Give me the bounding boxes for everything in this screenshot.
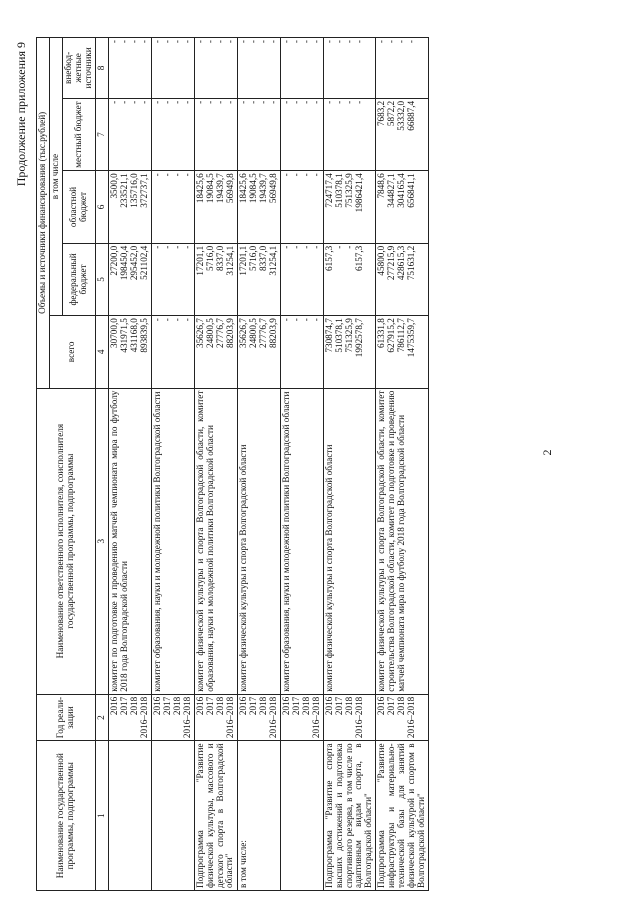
total-value: 627915,2 — [386, 318, 397, 353]
reg-value: - — [300, 173, 311, 177]
year-value: 2016–2018 — [310, 696, 321, 739]
fed-cell — [323, 243, 376, 315]
reg-value: 1986421,4 — [353, 173, 364, 213]
total-value: - — [171, 318, 182, 322]
program-name: Подпрограмма "Развитие спорта высших достижений и подготовка спортивного резерва, в том числе по адаптивным видам спорта, в Волгоградской области" — [323, 741, 376, 891]
year-cell — [323, 694, 376, 741]
total-value: 88203,9 — [267, 318, 278, 349]
extra-value: - — [353, 40, 364, 44]
col-number: 5 — [95, 243, 108, 315]
total-value: 24800,5 — [204, 318, 215, 349]
header-program: Наименование государственной программы, подпрограммы — [37, 741, 96, 891]
loc-cell — [323, 98, 376, 170]
year-value: 2017 — [333, 696, 344, 716]
fed-value: 45800,0 — [376, 245, 387, 276]
fed-value: - — [171, 245, 182, 249]
year-value: 2018 — [300, 696, 311, 716]
reg-cell — [280, 171, 323, 243]
extra-value: - — [224, 40, 235, 44]
reg-cell — [151, 171, 194, 243]
reg-value: 19084,5 — [204, 173, 215, 204]
year-value: 2018 — [171, 696, 182, 716]
fed-cell — [237, 243, 280, 315]
header-executor: Наименование ответственного исполнителя, соисполнителя государственной программы, подпрограммы — [37, 388, 96, 694]
year-value: 2016–2018 — [138, 696, 149, 739]
loc-value: 5872,2 — [386, 100, 397, 127]
reg-value: 18425,6 — [237, 173, 248, 204]
fed-value: - — [151, 245, 162, 249]
page-number: 2 — [540, 449, 554, 456]
extra-value: - — [237, 40, 248, 44]
executor-name: комитет физической культуры и спорта Волгоградской области — [323, 388, 376, 694]
loc-value: 7683,2 — [376, 100, 387, 127]
reg-value: 3500,0 — [108, 173, 119, 199]
extra-value: - — [290, 40, 301, 44]
year-value: 2017 — [204, 696, 215, 716]
total-value: 510378,1 — [333, 318, 344, 353]
loc-value: - — [128, 100, 139, 104]
loc-value: - — [300, 100, 311, 104]
total-cell — [280, 316, 323, 388]
extra-value: - — [194, 40, 205, 44]
executor-name: комитет образования, науки и молодежной политики Волгоградской области — [151, 388, 194, 694]
executor-name: комитет по подготовке и проведению матчей чемпионата мира по футболу 2018 года Волгоградской области — [108, 388, 151, 694]
extra-value: - — [257, 40, 268, 44]
loc-value: - — [224, 100, 235, 104]
appendix-title: Продолжение приложения 9 — [14, 42, 28, 187]
loc-value: - — [257, 100, 268, 104]
financing-table — [36, 37, 429, 891]
year-value: 2018 — [128, 696, 139, 716]
reg-value: 233521,1 — [118, 173, 129, 208]
loc-value: - — [194, 100, 205, 104]
reg-value: 19439,7 — [257, 173, 268, 204]
loc-value: 53332,0 — [396, 100, 407, 131]
total-value: - — [290, 318, 301, 322]
reg-value: - — [280, 173, 291, 177]
extra-value: - — [300, 40, 311, 44]
loc-value: - — [267, 100, 278, 104]
fed-value: - — [310, 245, 321, 249]
total-value: 893839,5 — [138, 318, 149, 353]
year-value: 2018 — [343, 696, 354, 716]
reg-value: 724717,4 — [323, 173, 334, 208]
col-number: 3 — [95, 388, 108, 694]
reg-value: 656841,1 — [406, 173, 417, 208]
year-value: 2016–2018 — [267, 696, 278, 739]
loc-value: - — [333, 100, 344, 104]
col-number: 7 — [95, 98, 108, 170]
col-number: 1 — [95, 741, 108, 891]
col-number: 6 — [95, 171, 108, 243]
year-value: 2018 — [257, 696, 268, 716]
extra-value: - — [214, 40, 225, 44]
extra-value: - — [376, 40, 387, 44]
column-number-row — [95, 38, 108, 891]
year-cell — [108, 694, 151, 741]
fed-value: - — [300, 245, 311, 249]
header-loc: местный бюджет — [62, 98, 95, 170]
reg-value: 751325,9 — [343, 173, 354, 208]
reg-cell — [237, 171, 280, 243]
reg-value: - — [181, 173, 192, 177]
fed-value: 8337,0 — [257, 245, 268, 271]
extra-value: - — [280, 40, 291, 44]
table-body — [108, 38, 428, 891]
extra-value: - — [406, 40, 417, 44]
fed-value: - — [280, 245, 291, 249]
year-value: 2017 — [118, 696, 129, 716]
fed-cell — [194, 243, 237, 315]
executor-name: комитет физической культуры и спорта Волгоградской области — [237, 388, 280, 694]
reg-value: 304165,4 — [396, 173, 407, 208]
extra-value: - — [204, 40, 215, 44]
year-cell — [376, 694, 429, 741]
extra-value: - — [118, 40, 129, 44]
program-name — [151, 741, 194, 891]
extra-value: - — [310, 40, 321, 44]
extra-value: - — [386, 40, 397, 44]
total-cell — [108, 316, 151, 388]
reg-cell — [323, 171, 376, 243]
loc-value: - — [138, 100, 149, 104]
reg-value: - — [151, 173, 162, 177]
reg-value: - — [310, 173, 321, 177]
total-value: 27776,7 — [214, 318, 225, 349]
loc-value: - — [343, 100, 354, 104]
year-cell — [280, 694, 323, 741]
reg-value: - — [171, 173, 182, 177]
table-row — [237, 38, 280, 891]
program-name: Подпрограмма "Развитие инфраструктуры и материально-технической базы для занятий физической культурой и спортом в Волгоградской области" — [376, 741, 429, 891]
fed-value: - — [333, 245, 344, 249]
table-row — [280, 38, 323, 891]
extra-value: - — [267, 40, 278, 44]
executor-name: комитет образования, науки и молодежной политики Волгоградской области — [280, 388, 323, 694]
total-cell — [194, 316, 237, 388]
extra-value: - — [108, 40, 119, 44]
program-name: Подпрограмма "Развитие физической культуры, массового и детского спорта в Волгоградской области" — [194, 741, 237, 891]
header-volumes: Объемы и источники финансирования (тыс.рублей) — [37, 38, 50, 389]
total-value: 35626,7 — [194, 318, 205, 349]
fed-value: 31254,1 — [224, 245, 235, 276]
reg-value: 56949,8 — [267, 173, 278, 204]
total-value: 786112,7 — [396, 318, 407, 353]
total-cell — [237, 316, 280, 388]
total-value: 730874,7 — [323, 318, 334, 353]
loc-value: - — [181, 100, 192, 104]
total-value: 431168,0 — [128, 318, 139, 353]
total-value: 88203,9 — [224, 318, 235, 349]
year-value: 2016 — [323, 696, 334, 716]
extra-value: - — [323, 40, 334, 44]
loc-cell — [237, 98, 280, 170]
reg-value: 19084,5 — [247, 173, 258, 204]
reg-value: 510378,1 — [333, 173, 344, 208]
loc-value: - — [161, 100, 172, 104]
reg-cell — [108, 171, 151, 243]
extra-value: - — [333, 40, 344, 44]
loc-value: - — [247, 100, 258, 104]
fed-value: - — [290, 245, 301, 249]
fed-cell — [376, 243, 429, 315]
extra-cell — [194, 38, 237, 99]
total-value: - — [181, 318, 192, 322]
header-extra: внебюд- жетные источники — [62, 38, 95, 99]
total-value: 27776,7 — [257, 318, 268, 349]
fed-value: 17201,1 — [237, 245, 248, 276]
loc-cell — [280, 98, 323, 170]
program-name — [108, 741, 151, 891]
extra-value: - — [151, 40, 162, 44]
loc-value: - — [310, 100, 321, 104]
year-value: 2016–2018 — [181, 696, 192, 739]
extra-value: - — [181, 40, 192, 44]
loc-value: - — [171, 100, 182, 104]
table-row — [108, 38, 151, 891]
loc-cell — [151, 98, 194, 170]
year-value: 2016–2018 — [353, 696, 364, 739]
loc-value: - — [290, 100, 301, 104]
col-number: 4 — [95, 316, 108, 388]
header-total: всего — [49, 316, 95, 388]
year-value: 2016–2018 — [406, 696, 417, 739]
fed-value: 6157,3 — [353, 245, 364, 271]
reg-value: 19439,7 — [214, 173, 225, 204]
executor-name: комитет физической культуры и спорта Волгоградской области, комитет строительства Волгоградской области, комитет по подготовке и проведению матчей чемпионата мира по футболу 2018 года Волгоградской области — [376, 388, 429, 694]
year-value: 2017 — [290, 696, 301, 716]
total-value: 751325,9 — [343, 318, 354, 353]
extra-cell — [237, 38, 280, 99]
year-value: 2016 — [280, 696, 291, 716]
extra-value: - — [396, 40, 407, 44]
col-number: 8 — [95, 38, 108, 99]
table-row — [194, 38, 237, 891]
year-value: 2018 — [396, 696, 407, 716]
loc-value: 66887,4 — [406, 100, 417, 131]
extra-cell — [376, 38, 429, 99]
extra-value: - — [171, 40, 182, 44]
reg-value: - — [161, 173, 172, 177]
reg-value: 7848,6 — [376, 173, 387, 199]
extra-value: - — [161, 40, 172, 44]
extra-cell — [108, 38, 151, 99]
loc-value: - — [280, 100, 291, 104]
fed-value: 6157,3 — [323, 245, 334, 271]
extra-value: - — [247, 40, 258, 44]
program-name — [280, 741, 323, 891]
fed-value: - — [181, 245, 192, 249]
header-incl: в том числе — [49, 38, 62, 316]
loc-value: - — [204, 100, 215, 104]
loc-cell — [194, 98, 237, 170]
fed-cell — [151, 243, 194, 315]
fed-value: 428615,3 — [396, 245, 407, 281]
extra-cell — [151, 38, 194, 99]
year-value: 2016 — [151, 696, 162, 716]
total-value: 35626,7 — [237, 318, 248, 349]
fed-value: 5716,0 — [247, 245, 258, 271]
total-value: - — [151, 318, 162, 322]
fed-value: 521102,4 — [138, 245, 149, 280]
year-value: 2016 — [237, 696, 248, 716]
fed-value: 751631,2 — [406, 245, 417, 281]
reg-cell — [376, 171, 429, 243]
loc-cell — [376, 98, 429, 170]
reg-value: 18425,6 — [194, 173, 205, 204]
year-value: 2016 — [376, 696, 387, 716]
fed-value: 295452,0 — [128, 245, 139, 281]
year-cell — [151, 694, 194, 741]
reg-value: - — [290, 173, 301, 177]
year-value: 2016–2018 — [224, 696, 235, 739]
table-row — [323, 38, 376, 891]
year-value: 2016 — [108, 696, 119, 716]
loc-value: - — [151, 100, 162, 104]
reg-value: 344827,1 — [386, 173, 397, 208]
year-cell — [237, 694, 280, 741]
extra-cell — [280, 38, 323, 99]
reg-value: 135716,0 — [128, 173, 139, 208]
total-value: 24800,5 — [247, 318, 258, 349]
executor-name: комитет физической культуры и спорта Волгоградской области, комитет образования, науки и молодежной политики Волгоградской области — [194, 388, 237, 694]
reg-value: 372737,1 — [138, 173, 149, 208]
reg-cell — [194, 171, 237, 243]
fed-value: - — [343, 245, 354, 249]
fed-cell — [108, 243, 151, 315]
total-value: 1992578,7 — [353, 318, 364, 358]
table-row — [376, 38, 429, 891]
loc-value: - — [108, 100, 119, 104]
total-cell — [151, 316, 194, 388]
header-year: Год реали- зации — [37, 694, 96, 741]
total-value: 431971,5 — [118, 318, 129, 353]
loc-cell — [108, 98, 151, 170]
total-value: - — [310, 318, 321, 322]
fed-value: 31254,1 — [267, 245, 278, 276]
extra-value: - — [128, 40, 139, 44]
fed-value: 198450,4 — [118, 245, 129, 281]
year-value: 2017 — [247, 696, 258, 716]
year-cell — [194, 694, 237, 741]
fed-value: 277215,9 — [386, 245, 397, 281]
fed-value: 17201,1 — [194, 245, 205, 276]
loc-value: - — [323, 100, 334, 104]
loc-value: - — [237, 100, 248, 104]
loc-value: - — [353, 100, 364, 104]
table-row — [151, 38, 194, 891]
total-cell — [376, 316, 429, 388]
col-number: 2 — [95, 694, 108, 741]
fed-value: 5716,0 — [204, 245, 215, 271]
reg-value: 56949,8 — [224, 173, 235, 204]
total-value: 1475359,7 — [406, 318, 417, 358]
total-value: 61331,8 — [376, 318, 387, 349]
extra-value: - — [343, 40, 354, 44]
loc-value: - — [118, 100, 129, 104]
total-value: - — [161, 318, 172, 322]
total-value: 30700,0 — [108, 318, 119, 349]
year-value: 2016 — [194, 696, 205, 716]
fed-cell — [280, 243, 323, 315]
total-cell — [323, 316, 376, 388]
loc-value: - — [214, 100, 225, 104]
year-value: 2017 — [386, 696, 397, 716]
fed-value: 8337,0 — [214, 245, 225, 271]
header-reg: областной бюджет — [62, 171, 95, 243]
program-name: в том числе: — [237, 741, 280, 891]
total-value: - — [300, 318, 311, 322]
year-value: 2017 — [161, 696, 172, 716]
extra-cell — [323, 38, 376, 99]
header-fed: федеральный бюджет — [62, 243, 95, 315]
fed-value: 27200,0 — [108, 245, 119, 276]
year-value: 2018 — [214, 696, 225, 716]
total-value: - — [280, 318, 291, 322]
fed-value: - — [161, 245, 172, 249]
extra-value: - — [138, 40, 149, 44]
